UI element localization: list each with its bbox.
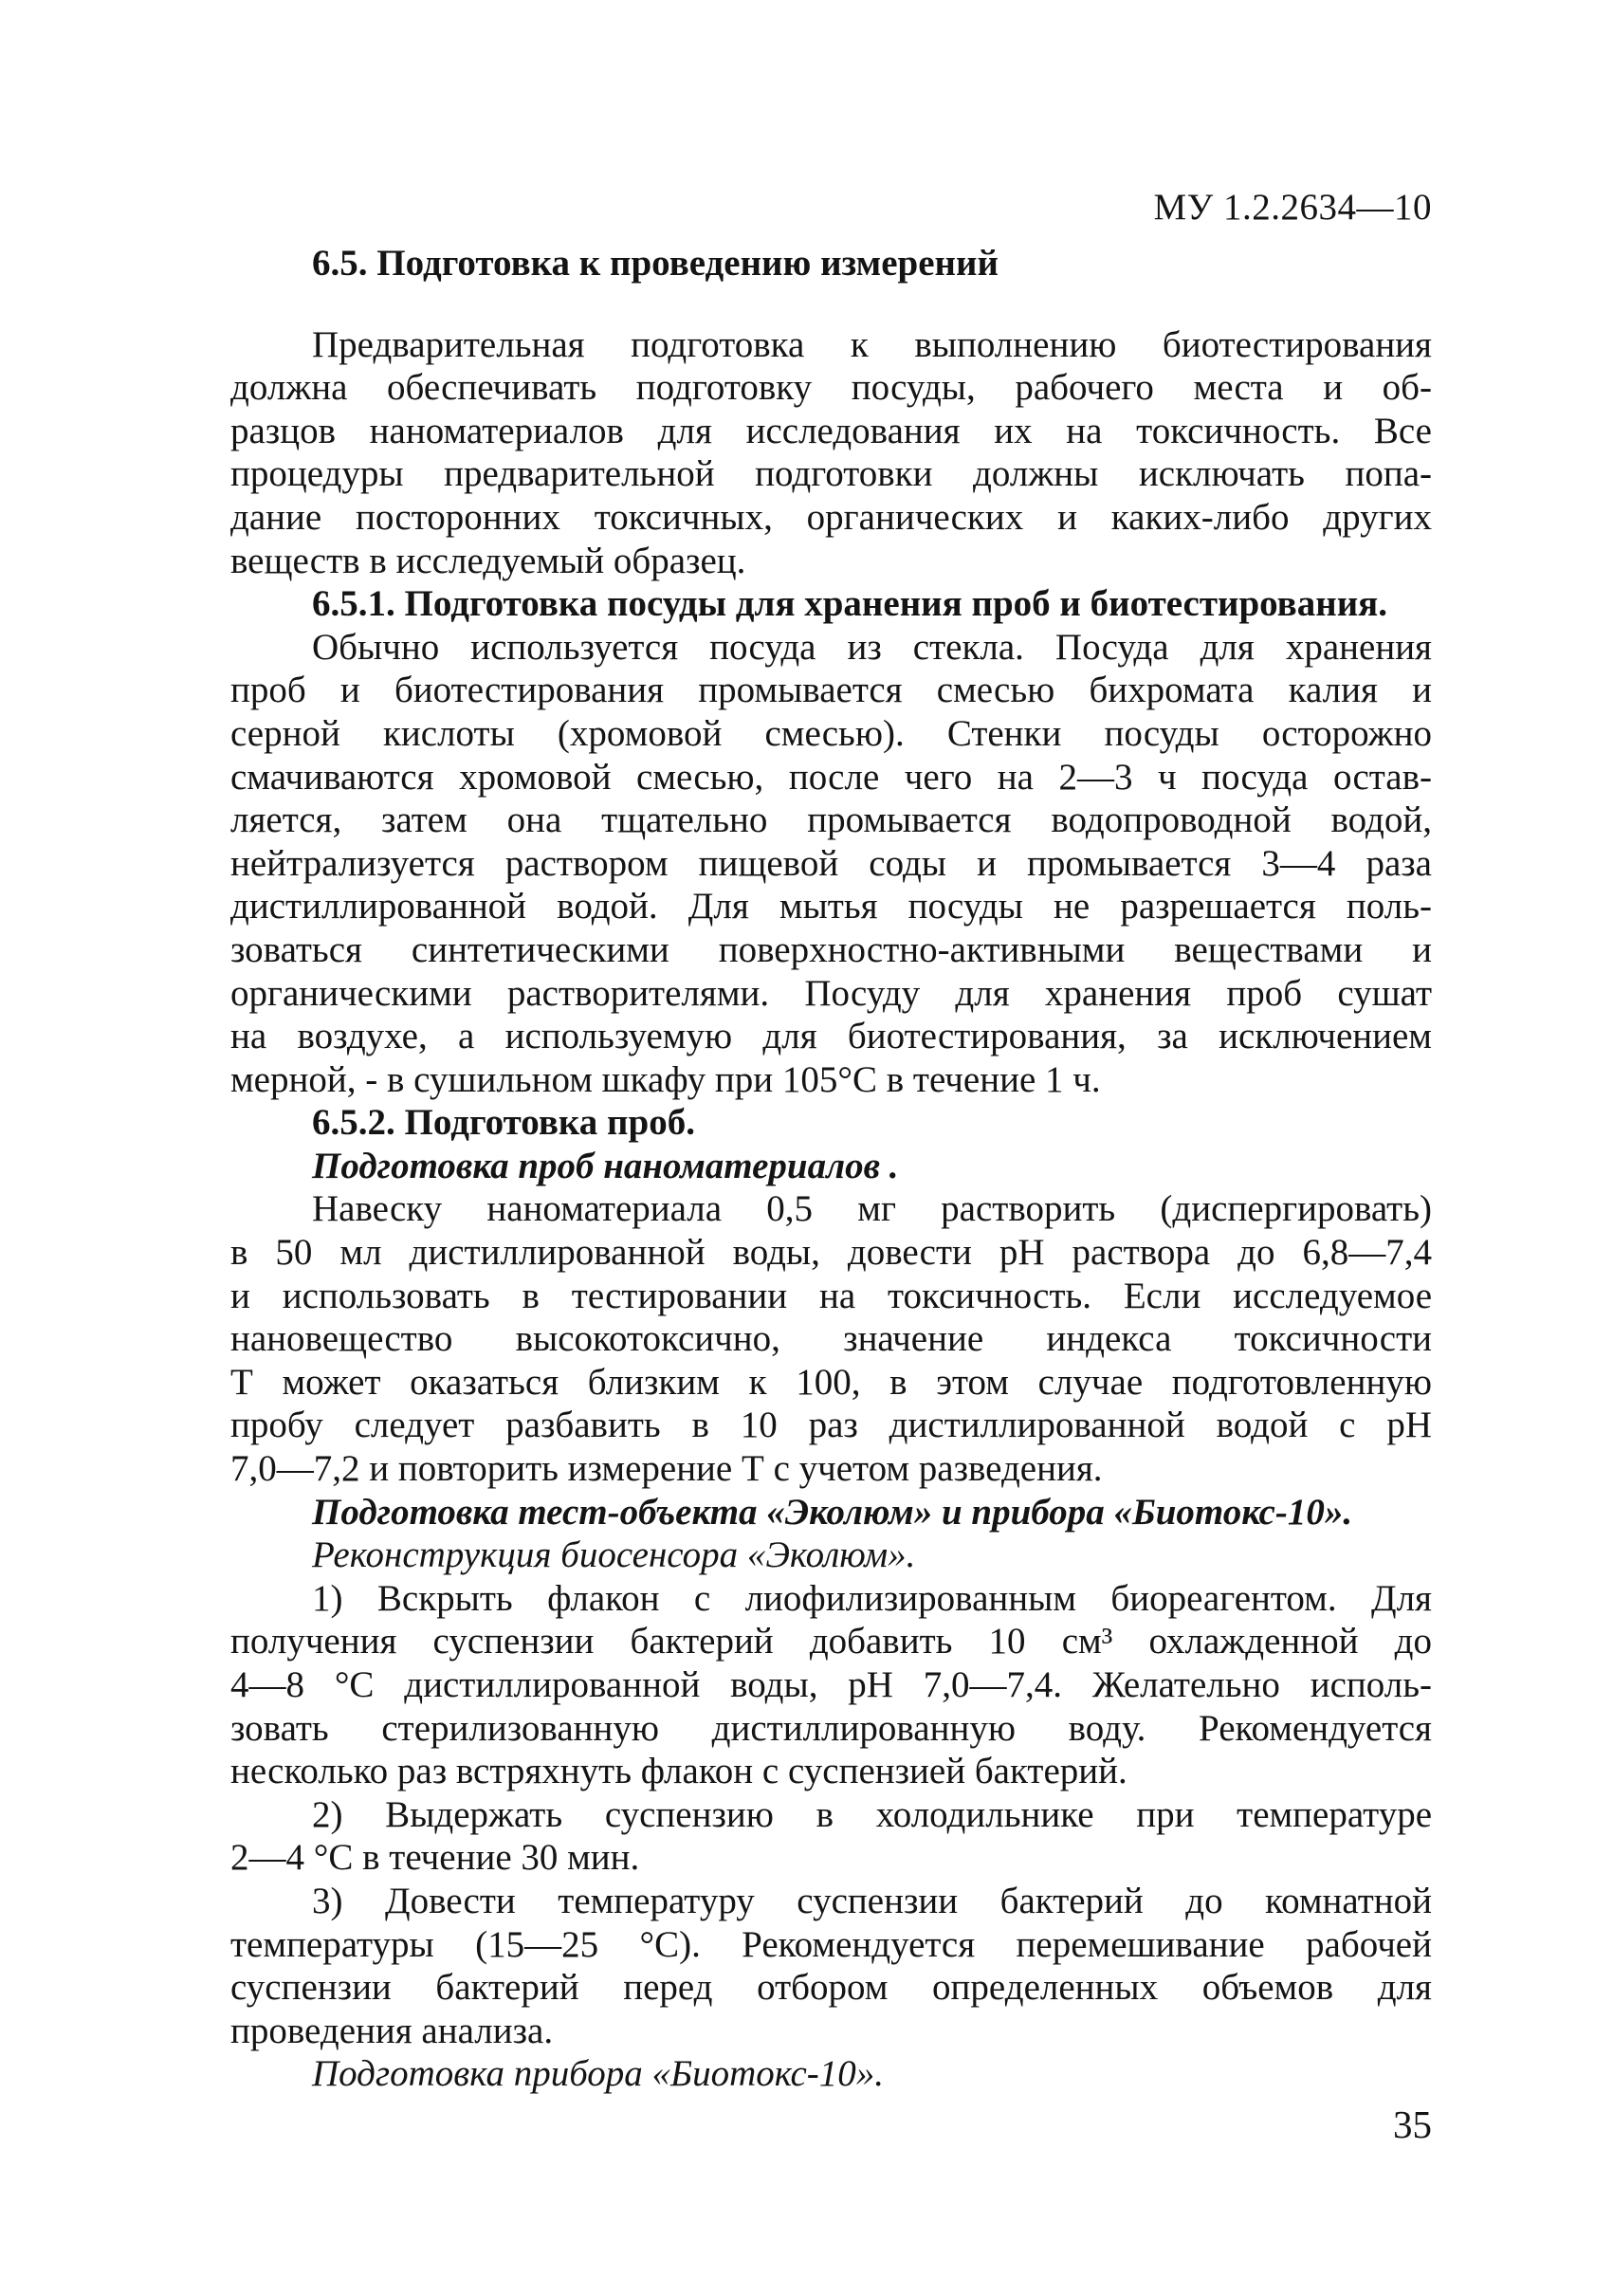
text-line: смачиваются хромовой смесью, после чего на 2—3 ч посуда остав- xyxy=(230,756,1432,798)
text-line: пробу следует разбавить в 10 раз дистиллированной водой с рН xyxy=(230,1405,1432,1446)
text-line: и использовать в тестировании на токсичность. Если исследуемое xyxy=(230,1275,1432,1316)
text-line: в 50 мл дистиллированной воды, довести рН раствора до 6,8—7,4 xyxy=(230,1232,1432,1274)
text-line: нейтрализуется раствором пищевой соды и промывается 3—4 раза xyxy=(230,842,1432,884)
text-line: серной кислоты (хромовой смесью). Стенки посуды осторожно xyxy=(230,712,1432,754)
text-line: проведения анализа. xyxy=(230,2010,554,2051)
samples-paragraph xyxy=(230,1187,1432,1490)
step-2-paragraph xyxy=(230,1793,1432,1880)
text-line: ляется, затем она тщательно промывается водопроводной водой, xyxy=(230,799,1432,841)
text-line: 1) Вскрыть флакон с лиофилизированным биореагентом. Для xyxy=(312,1577,1432,1619)
text-line: на воздухе, а используемую для биотестирования, за исключением xyxy=(230,1016,1432,1057)
text-line: зоваться синтетическими поверхностно-активными веществами и xyxy=(230,928,1432,970)
text-line: несколько раз встряхнуть флакон с суспензией бактерий. xyxy=(230,1751,1127,1792)
text-line: дистиллированной водой. Для мытья посуды не разрешается поль- xyxy=(230,886,1432,928)
text-line: процедуры предварительной подготовки должны исключать попа- xyxy=(230,453,1432,495)
text-line: Предварительная подготовка к выполнению биотестирования xyxy=(312,323,1432,365)
text-line: Обычно используется посуда из стекла. Посуда для хранения xyxy=(312,626,1432,668)
text-line: 7,0—7,2 и повторить измерение Т с учетом разведения. xyxy=(230,1448,1103,1490)
test-object-title: Подготовка тест-объекта «Эколюм» и прибора «Биотокс-10». xyxy=(312,1491,1353,1533)
subsection-title: 6.5.1. Подготовка посуды для хранения проб и биотестирования. xyxy=(312,583,1388,625)
text-line: органическими растворителями. Посуду для хранения проб сушат xyxy=(230,972,1432,1014)
text-line: температуры (15—25 °С). Рекомендуется перемешивание рабочей xyxy=(230,1923,1432,1965)
page-number: 35 xyxy=(1393,2103,1432,2146)
text-line: 3) Довести температуру суспензии бактерий до комнатной xyxy=(312,1880,1432,1921)
page-body xyxy=(230,242,1432,2096)
text-line: Т может оказаться близким к 100, в этом случае подготовленную xyxy=(230,1361,1432,1403)
subsection-italic-title: Подготовка проб наноматериалов . xyxy=(312,1145,899,1186)
text-line: 2) Выдержать суспензию в холодильнике при температуре xyxy=(312,1793,1432,1835)
text-line: зовать стерилизованную дистиллированную воду. Рекомендуется xyxy=(230,1707,1432,1749)
text-line: дание посторонних токсичных, органических и каких-либо других xyxy=(230,496,1432,538)
text-line: проб и биотестирования промывается смесью бихромата калия и xyxy=(230,670,1432,711)
step-3-paragraph xyxy=(230,1880,1432,2052)
text-line: должна обеспечивать подготовку посуды, рабочего места и об- xyxy=(230,367,1432,409)
section-title: 6.5. Подготовка к проведению измерений xyxy=(312,243,999,284)
text-line: Навеску наноматериала 0,5 мг растворить (диспергировать) xyxy=(312,1188,1432,1230)
step-1-paragraph xyxy=(230,1577,1432,1793)
text-line: разцов наноматериалов для исследования их на токсичность. Все xyxy=(230,410,1432,451)
text-line: получения суспензии бактерий добавить 10 см³ охлажденной до xyxy=(230,1621,1432,1662)
text-line: 2—4 °С в течение 30 мин. xyxy=(230,1837,640,1879)
intro-paragraph xyxy=(230,323,1432,583)
glassware-paragraph xyxy=(230,626,1432,1102)
text-line: суспензии бактерий перед отбором определенных объемов для xyxy=(230,1967,1432,2009)
text-line: 4—8 °С дистиллированной воды, рН 7,0—7,4. Желательно исполь- xyxy=(230,1664,1432,1705)
subsection-title: 6.5.2. Подготовка проб. xyxy=(312,1102,695,1144)
text-line: мерной, - в сушильном шкафу при 105°С в течение 1 ч. xyxy=(230,1058,1101,1100)
doc-code-header: МУ 1.2.2634—10 xyxy=(1153,187,1432,228)
device-title: Подготовка прибора «Биотокс-10». xyxy=(312,2053,885,2095)
text-line: нановещество высокотоксично, значение индекса токсичности xyxy=(230,1318,1432,1360)
reconstruction-title: Реконструкция биосенсора «Эколюм». xyxy=(312,1534,916,1576)
text-line: веществ в исследуемый образец. xyxy=(230,540,746,581)
